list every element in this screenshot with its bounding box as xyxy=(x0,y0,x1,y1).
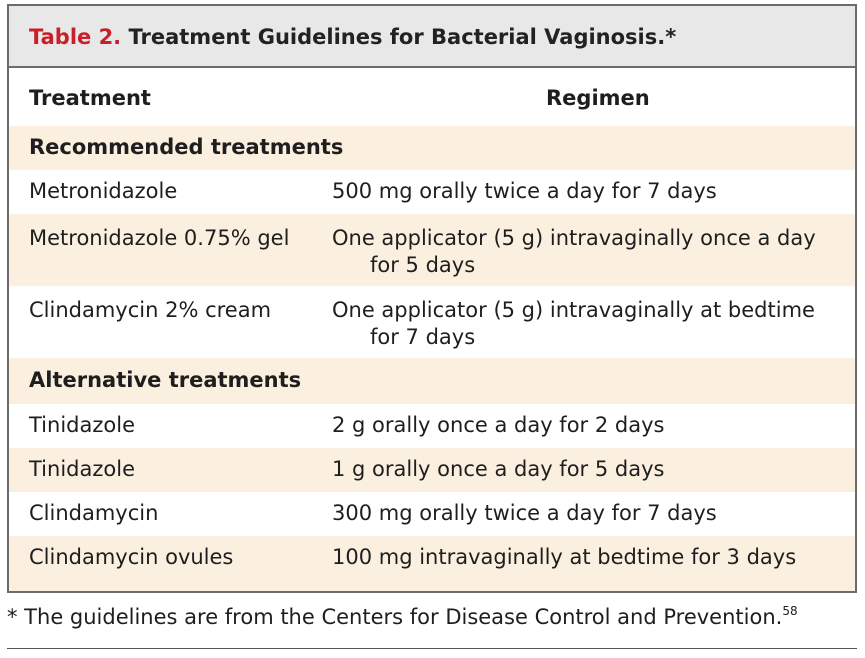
treatment-cell: Metronidazole 0.75% gel xyxy=(29,226,290,250)
table-title xyxy=(29,25,676,49)
regimen-line-continued: for 5 days xyxy=(370,253,476,277)
column-header-regimen: Regimen xyxy=(546,86,650,110)
section-row-recommended xyxy=(9,126,855,170)
regimen-line: 500 mg orally twice a day for 7 days xyxy=(332,179,717,203)
section-label: Recommended treatments xyxy=(29,135,344,159)
regimen-line: 2 g orally once a day for 2 days xyxy=(332,413,665,437)
table-row xyxy=(9,170,855,214)
footnote-reference: 58 xyxy=(782,604,798,618)
regimen-cell xyxy=(332,500,717,527)
table-number: Table 2. xyxy=(29,25,122,49)
section-row-alternative xyxy=(9,358,855,404)
regimen-cell xyxy=(332,544,796,571)
regimen-cell xyxy=(332,412,664,439)
regimen-cell xyxy=(332,297,815,351)
table-footnote xyxy=(7,604,798,629)
regimen-cell xyxy=(332,178,717,205)
guidelines-table xyxy=(7,4,857,593)
table-row xyxy=(9,448,855,492)
treatment-cell: Clindamycin xyxy=(29,501,159,525)
regimen-line-continued: for 7 days xyxy=(370,325,476,349)
treatment-cell: Tinidazole xyxy=(29,413,135,437)
regimen-line: One applicator (5 g) intravaginally once a day xyxy=(332,226,816,250)
table-title-bar xyxy=(9,6,855,68)
regimen-cell xyxy=(332,456,664,483)
regimen-line: 1 g orally once a day for 5 days xyxy=(332,457,665,481)
bottom-rule xyxy=(7,648,857,649)
table-row xyxy=(9,404,855,448)
treatment-cell: Metronidazole xyxy=(29,179,178,203)
section-label: Alternative treatments xyxy=(29,368,302,392)
regimen-line: 300 mg orally twice a day for 7 days xyxy=(332,501,717,525)
table-row xyxy=(9,214,855,286)
table-title-text: Treatment Guidelines for Bacterial Vaginosis.* xyxy=(128,25,677,49)
footnote-text: * The guidelines are from the Centers for Disease Control and Prevention. xyxy=(7,605,783,629)
table-row xyxy=(9,536,855,591)
table-row xyxy=(9,286,855,358)
regimen-line: 100 mg intravaginally at bedtime for 3 days xyxy=(332,545,797,569)
regimen-line: One applicator (5 g) intravaginally at bedtime xyxy=(332,298,815,322)
regimen-cell xyxy=(332,225,816,279)
treatment-cell: Tinidazole xyxy=(29,457,135,481)
treatment-cell: Clindamycin ovules xyxy=(29,545,234,569)
treatment-cell: Clindamycin 2% cream xyxy=(29,298,272,322)
table-row xyxy=(9,492,855,536)
header-row xyxy=(9,68,855,126)
column-header-treatment: Treatment xyxy=(29,86,151,110)
